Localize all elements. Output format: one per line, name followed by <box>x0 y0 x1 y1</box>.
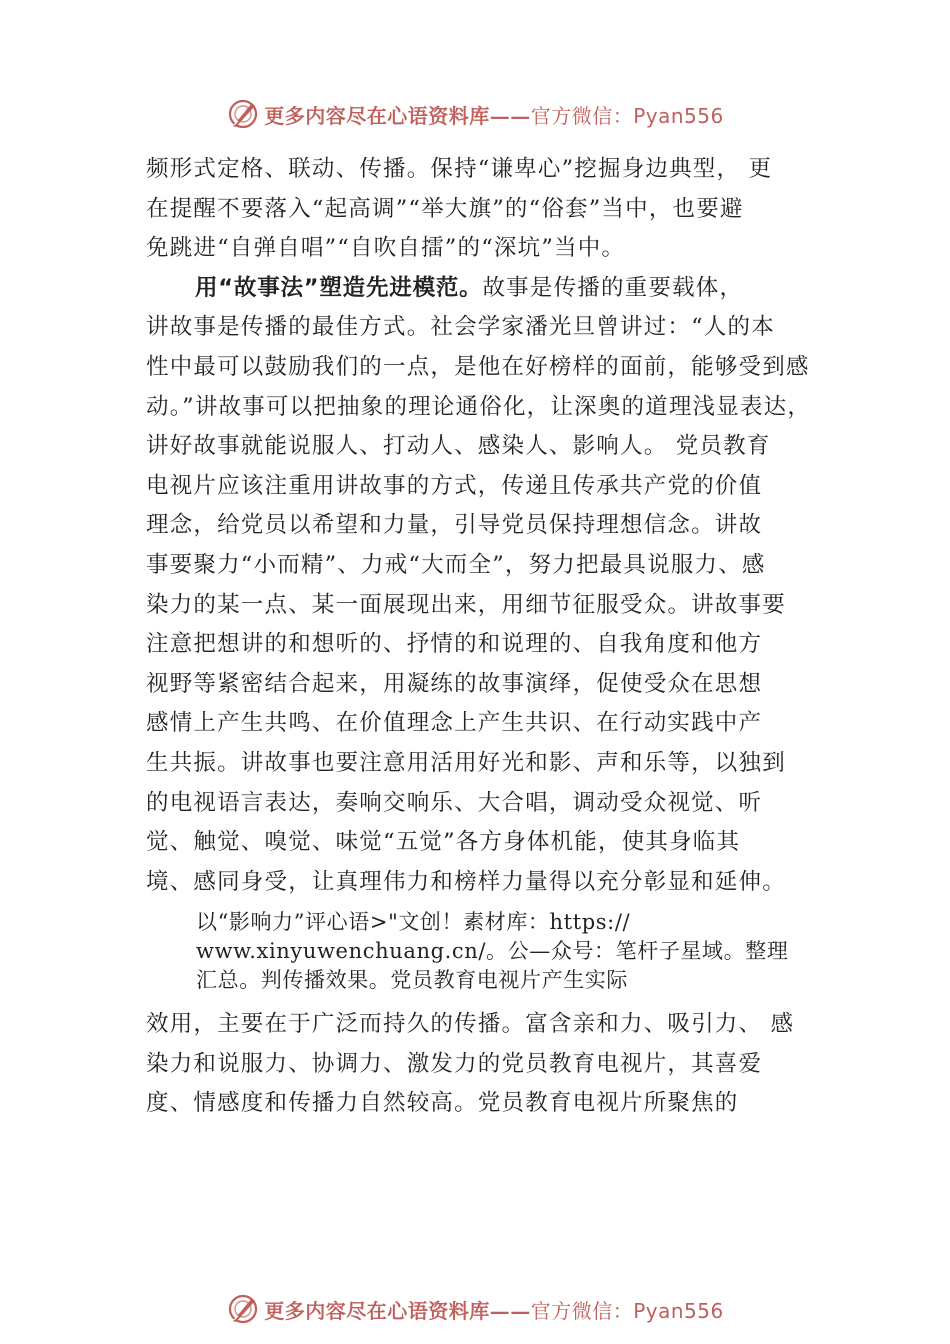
text-line: 用“故事法”塑造先进模范。故事是传播的重要载体， <box>195 274 744 301</box>
text-line: 觉、触觉、嗅觉、味觉“五觉”各方身体机能，使其身临其 <box>146 829 741 856</box>
document-body <box>146 150 836 1124</box>
text-line: 染力的某一点、某一面展现出来，用细节征服受众。讲故事要 <box>146 591 786 618</box>
paragraph-3 <box>146 1005 836 1124</box>
text-line: 电视片应该注重用讲故事的方式，传递且传承共产党的价值 <box>146 472 763 499</box>
header-watermark <box>0 94 950 134</box>
paragraph-1 <box>146 150 836 269</box>
note-line: 汇总。判传播效果。党员教育电视片产生实际 <box>196 968 628 993</box>
paragraph-2 <box>146 269 836 903</box>
text-line: 动。”讲故事可以把抽象的理论通俗化，让深奥的道理浅显表达， <box>146 393 812 420</box>
note-line: 以“影响力”评心语>"文创！素材库：https:// <box>196 910 631 935</box>
note-line: www.xinyuwenchuang.cn/。公—众号：笔杆子星域。整理 <box>196 939 789 964</box>
watermark-text: 更多内容尽在心语资料库——官方微信：Pyan556 <box>264 1298 724 1323</box>
text-line: 染力和说服力、协调力、激发力的党员教育电视片，其喜爱 <box>146 1050 763 1077</box>
watermark-text: 更多内容尽在心语资料库——官方微信：Pyan556 <box>264 103 724 128</box>
text-line: 境、感同身受，让真理伟力和榜样力量得以充分彰显和延伸。 <box>146 868 786 895</box>
quill-logo-icon <box>226 1292 260 1326</box>
paragraph-lead-heading: 用“故事法”塑造先进模范。 <box>195 274 483 301</box>
quill-logo-icon <box>226 97 260 131</box>
source-note <box>146 908 836 995</box>
text-line: 免跳进“自弹自唱”“自吹自擂”的“深坑”当中。 <box>146 235 626 262</box>
text-line: 注意把想讲的和想听的、抒情的和说理的、自我角度和他方 <box>146 631 763 658</box>
text-line: 频形式定格、联动、传播。保持“谦卑心”挖掘身边典型， 更 <box>146 156 773 182</box>
text-line: 理念，给党员以希望和力量，引导党员保持理想信念。讲故 <box>146 512 763 539</box>
text-line: 讲好故事就能说服人、打动人、感染人、影响人。 党员教育 <box>146 433 771 460</box>
text-line: 视野等紧密结合起来，用凝练的故事演绎，促使受众在思想 <box>146 670 763 697</box>
text-line: 事要聚力“小而精”、力戒“大而全”，努力把最具说服力、感 <box>146 551 766 578</box>
text-line: 讲故事是传播的最佳方式。社会学家潘光旦曾讲过：“人的本 <box>146 314 775 341</box>
text-line: 度、情感度和传播力自然较高。党员教育电视片所聚焦的 <box>146 1090 739 1117</box>
text-line: 性中最可以鼓励我们的一点，是他在好榜样的面前，能够受到感 <box>146 353 810 380</box>
text-line: 生共振。讲故事也要注意用活用好光和影、声和乐等，以独到 <box>146 749 786 776</box>
footer-watermark <box>0 1289 950 1329</box>
text-line: 效用，主要在于广泛而持久的传播。富含亲和力、吸引力、 感 <box>146 1011 795 1038</box>
text-line: 的电视语言表达，奏响交响乐、大合唱，调动受众视觉、听 <box>146 789 763 816</box>
text-line: 在提醒不要落入“起高调”“举大旗”的“俗套”当中，也要避 <box>146 195 744 222</box>
text-line: 感情上产生共鸣、在价值理念上产生共识、在行动实践中产 <box>146 710 763 737</box>
